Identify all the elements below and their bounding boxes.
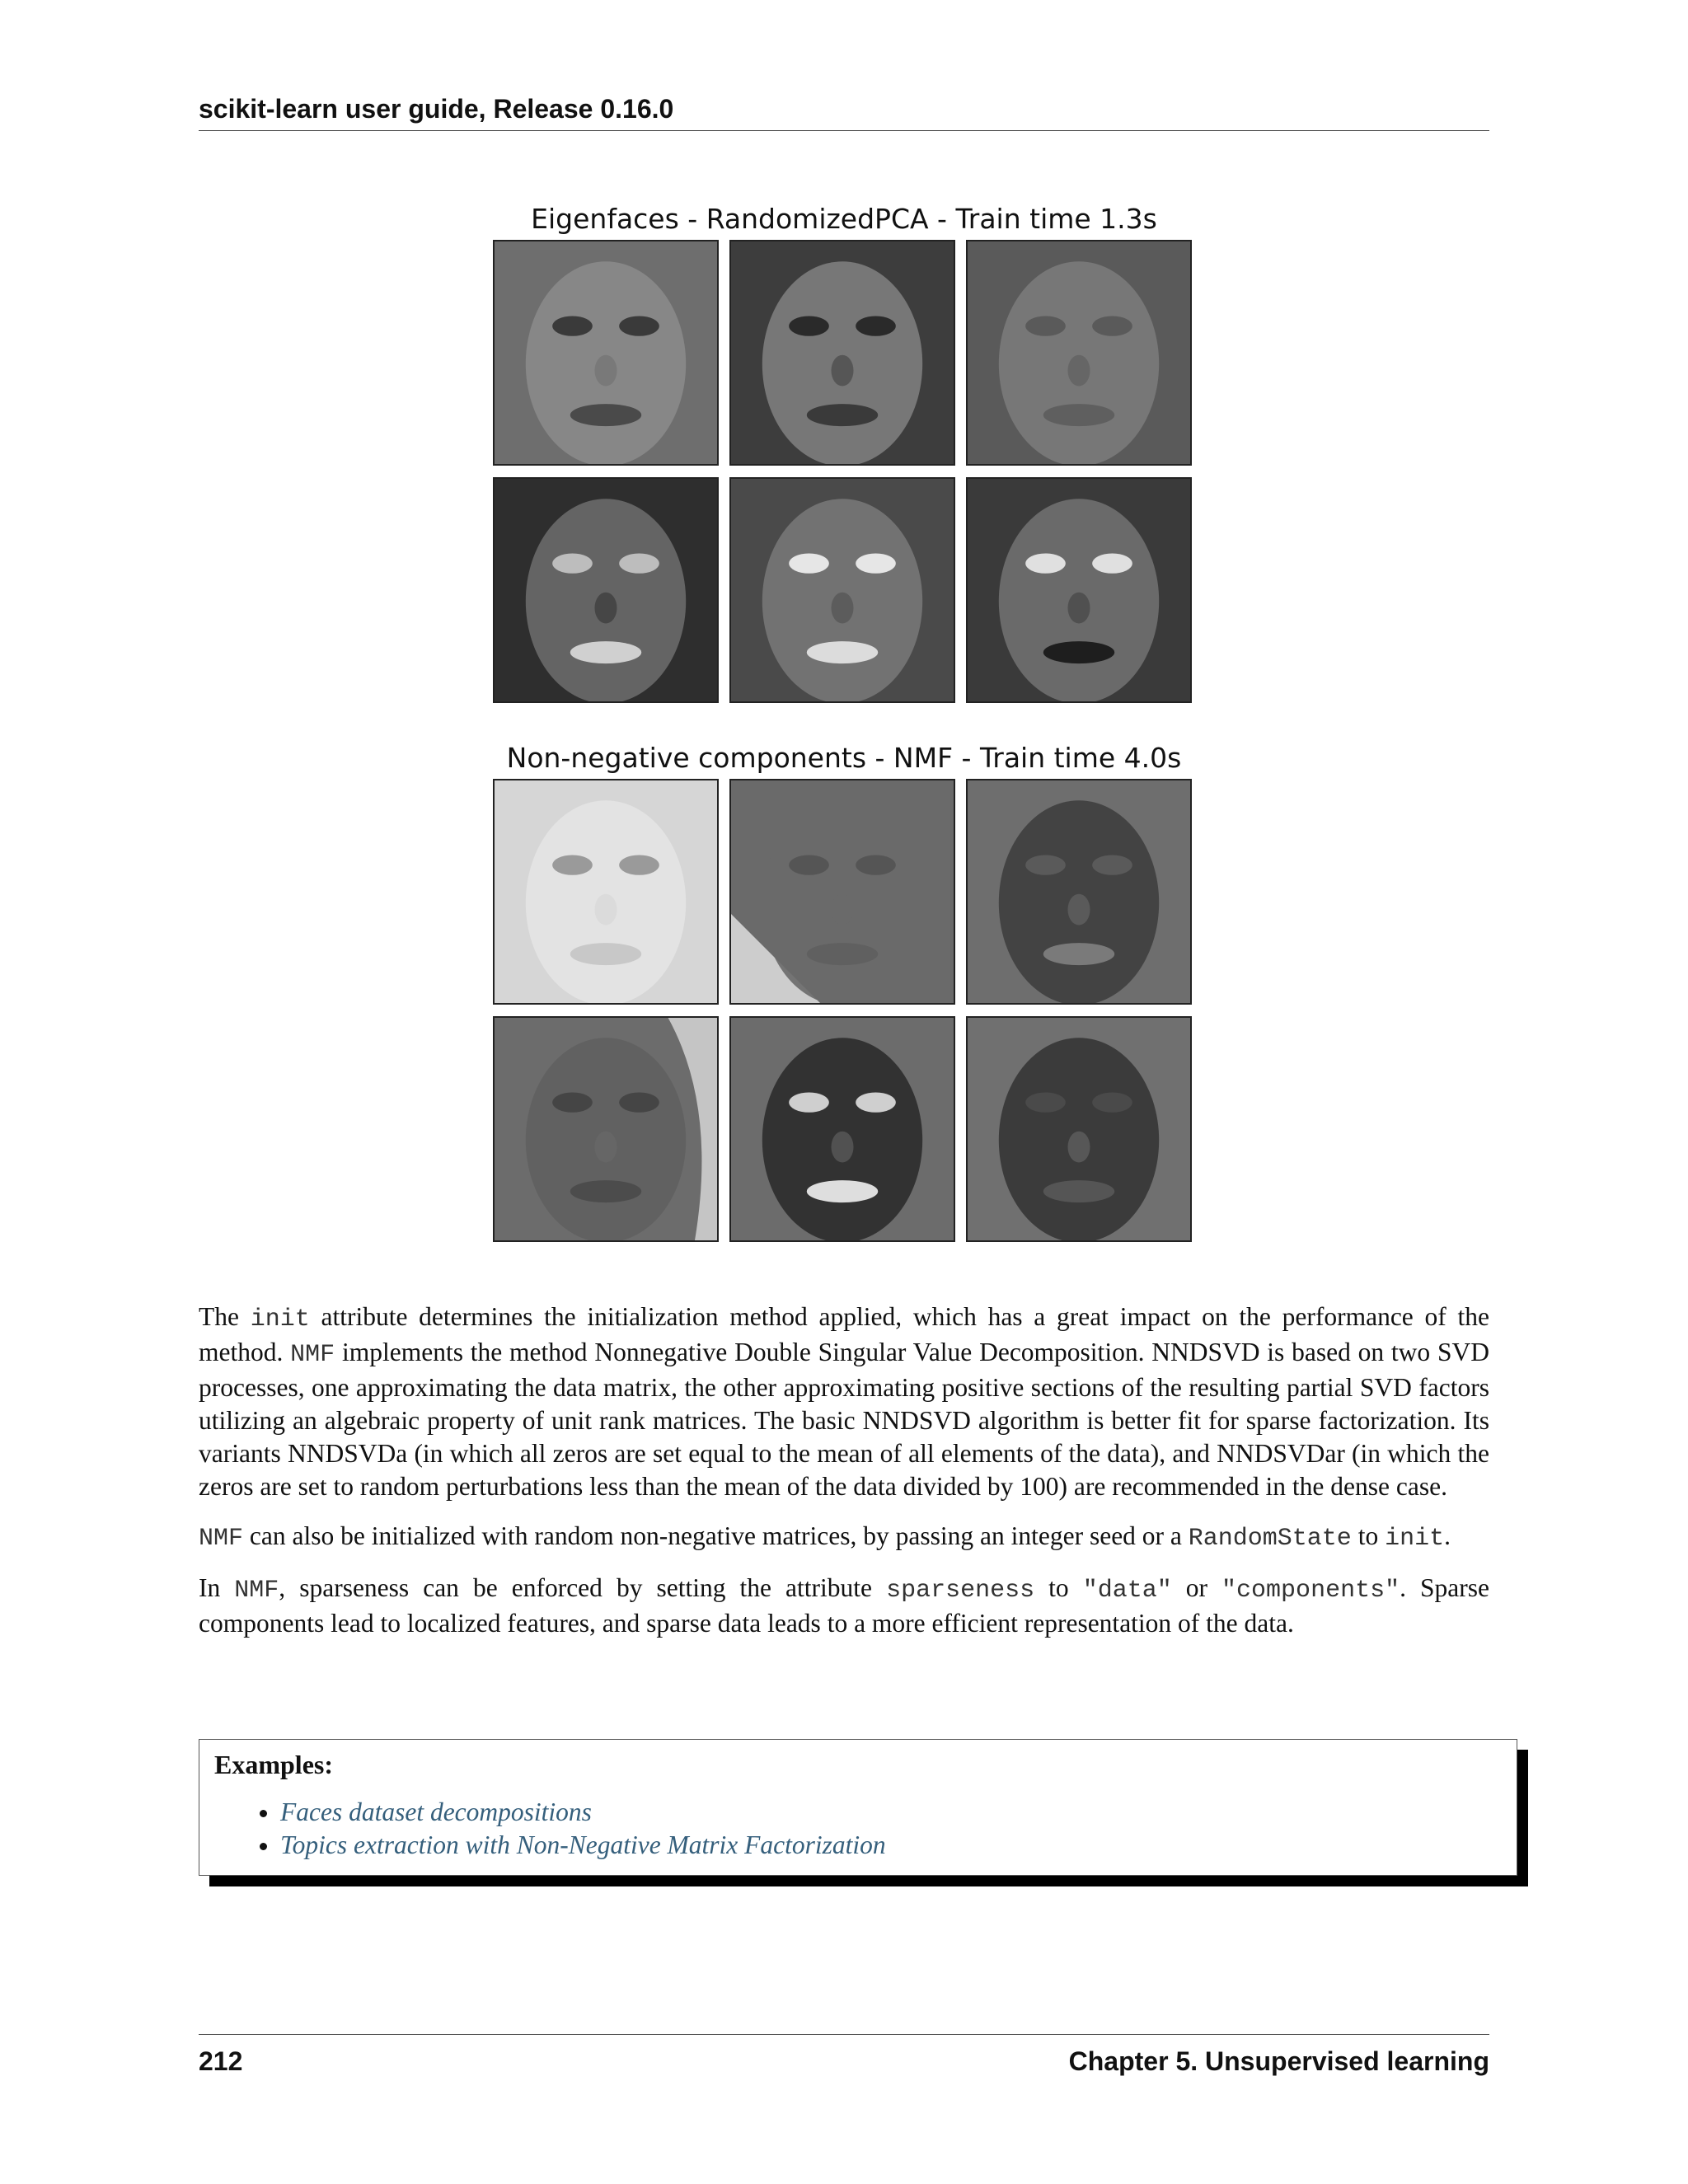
- eigenface-1: [493, 240, 719, 466]
- paragraph-sparseness: [199, 1572, 1489, 1640]
- inline-code: init: [250, 1305, 310, 1333]
- examples-list: [244, 1796, 886, 1862]
- inline-code: NMF: [234, 1577, 279, 1605]
- nmf-component-2: [729, 779, 955, 1005]
- eigenface-3: [966, 240, 1192, 466]
- nmf-component-1: [493, 779, 719, 1005]
- chapter-title: Chapter 5. Unsupervised learning: [1068, 2046, 1489, 2076]
- inline-code: sparseness: [886, 1577, 1035, 1605]
- page-number: 212: [199, 2046, 243, 2076]
- example-link-faces[interactable]: Faces dataset decompositions: [280, 1797, 592, 1826]
- nmf-component-5: [729, 1016, 955, 1242]
- examples-box: [199, 1739, 1517, 1876]
- text: .: [1444, 1521, 1451, 1550]
- page-footer: [199, 2034, 1489, 2078]
- text: . Sparse components lead to localized features, and sparse data leads to a more efficient representation of the data.: [199, 1573, 1489, 1638]
- body-text: [199, 1301, 1489, 1657]
- text: to: [1351, 1521, 1386, 1550]
- example-item: [280, 1796, 886, 1829]
- nmf-figure-title: Non-negative components - NMF - Train time 4.0s: [506, 742, 1182, 774]
- inline-code: "data": [1082, 1577, 1172, 1605]
- text: implements the method Nonnegative Double Singular Value Decomposition. NNDSVD is based on two SVD processes, one approximating the data matrix, the other approximating positive sections of the resulting partial SVD factors utilizing an algebraic property of unit rank matrices. The basic NNDSVD algorithm is better fit for sparse factorization. Its variants NNDSVDa (in which all zeros are set equal to the mean of all elements of the data), and NNDSVDar (in which the zeros are set to random perturbations less than the mean of the data divided by 100) are recommended in the dense case.: [199, 1338, 1489, 1501]
- header-title: scikit-learn user guide, Release 0.16.0: [199, 94, 674, 124]
- inline-code: NMF: [290, 1341, 335, 1369]
- text: In: [199, 1573, 235, 1602]
- eigenface-4: [493, 477, 719, 703]
- paragraph-init: [199, 1301, 1489, 1503]
- paragraph-random-init: [199, 1520, 1489, 1555]
- text: , sparseness can be enforced by setting the attribute: [279, 1573, 887, 1602]
- examples-title: Examples:: [214, 1750, 333, 1779]
- eigenfaces-figure-title: Eigenfaces - RandomizedPCA - Train time 1.3s: [531, 203, 1157, 235]
- eigenface-5: [729, 477, 955, 703]
- running-header: [199, 92, 1489, 131]
- text: attribute determines the initialization method applied, which has a great impact on the performance of the method.: [199, 1302, 1489, 1366]
- nmf-component-3: [966, 779, 1192, 1005]
- inline-code: RandomState: [1188, 1525, 1352, 1553]
- text: The: [199, 1302, 251, 1331]
- nmf-component-4: [493, 1016, 719, 1242]
- inline-code: init: [1385, 1525, 1445, 1553]
- text: to: [1034, 1573, 1083, 1602]
- example-item: [280, 1829, 886, 1862]
- eigenface-6: [966, 477, 1192, 703]
- eigenface-2: [729, 240, 955, 466]
- example-link-topics[interactable]: Topics extraction with Non-Negative Matrix Factorization: [280, 1830, 886, 1859]
- inline-code: "components": [1221, 1577, 1400, 1605]
- inline-code: NMF: [199, 1525, 244, 1553]
- nmf-component-6: [966, 1016, 1192, 1242]
- text: can also be initialized with random non-negative matrices, by passing an integer seed or a: [243, 1521, 1189, 1550]
- text: or: [1171, 1573, 1222, 1602]
